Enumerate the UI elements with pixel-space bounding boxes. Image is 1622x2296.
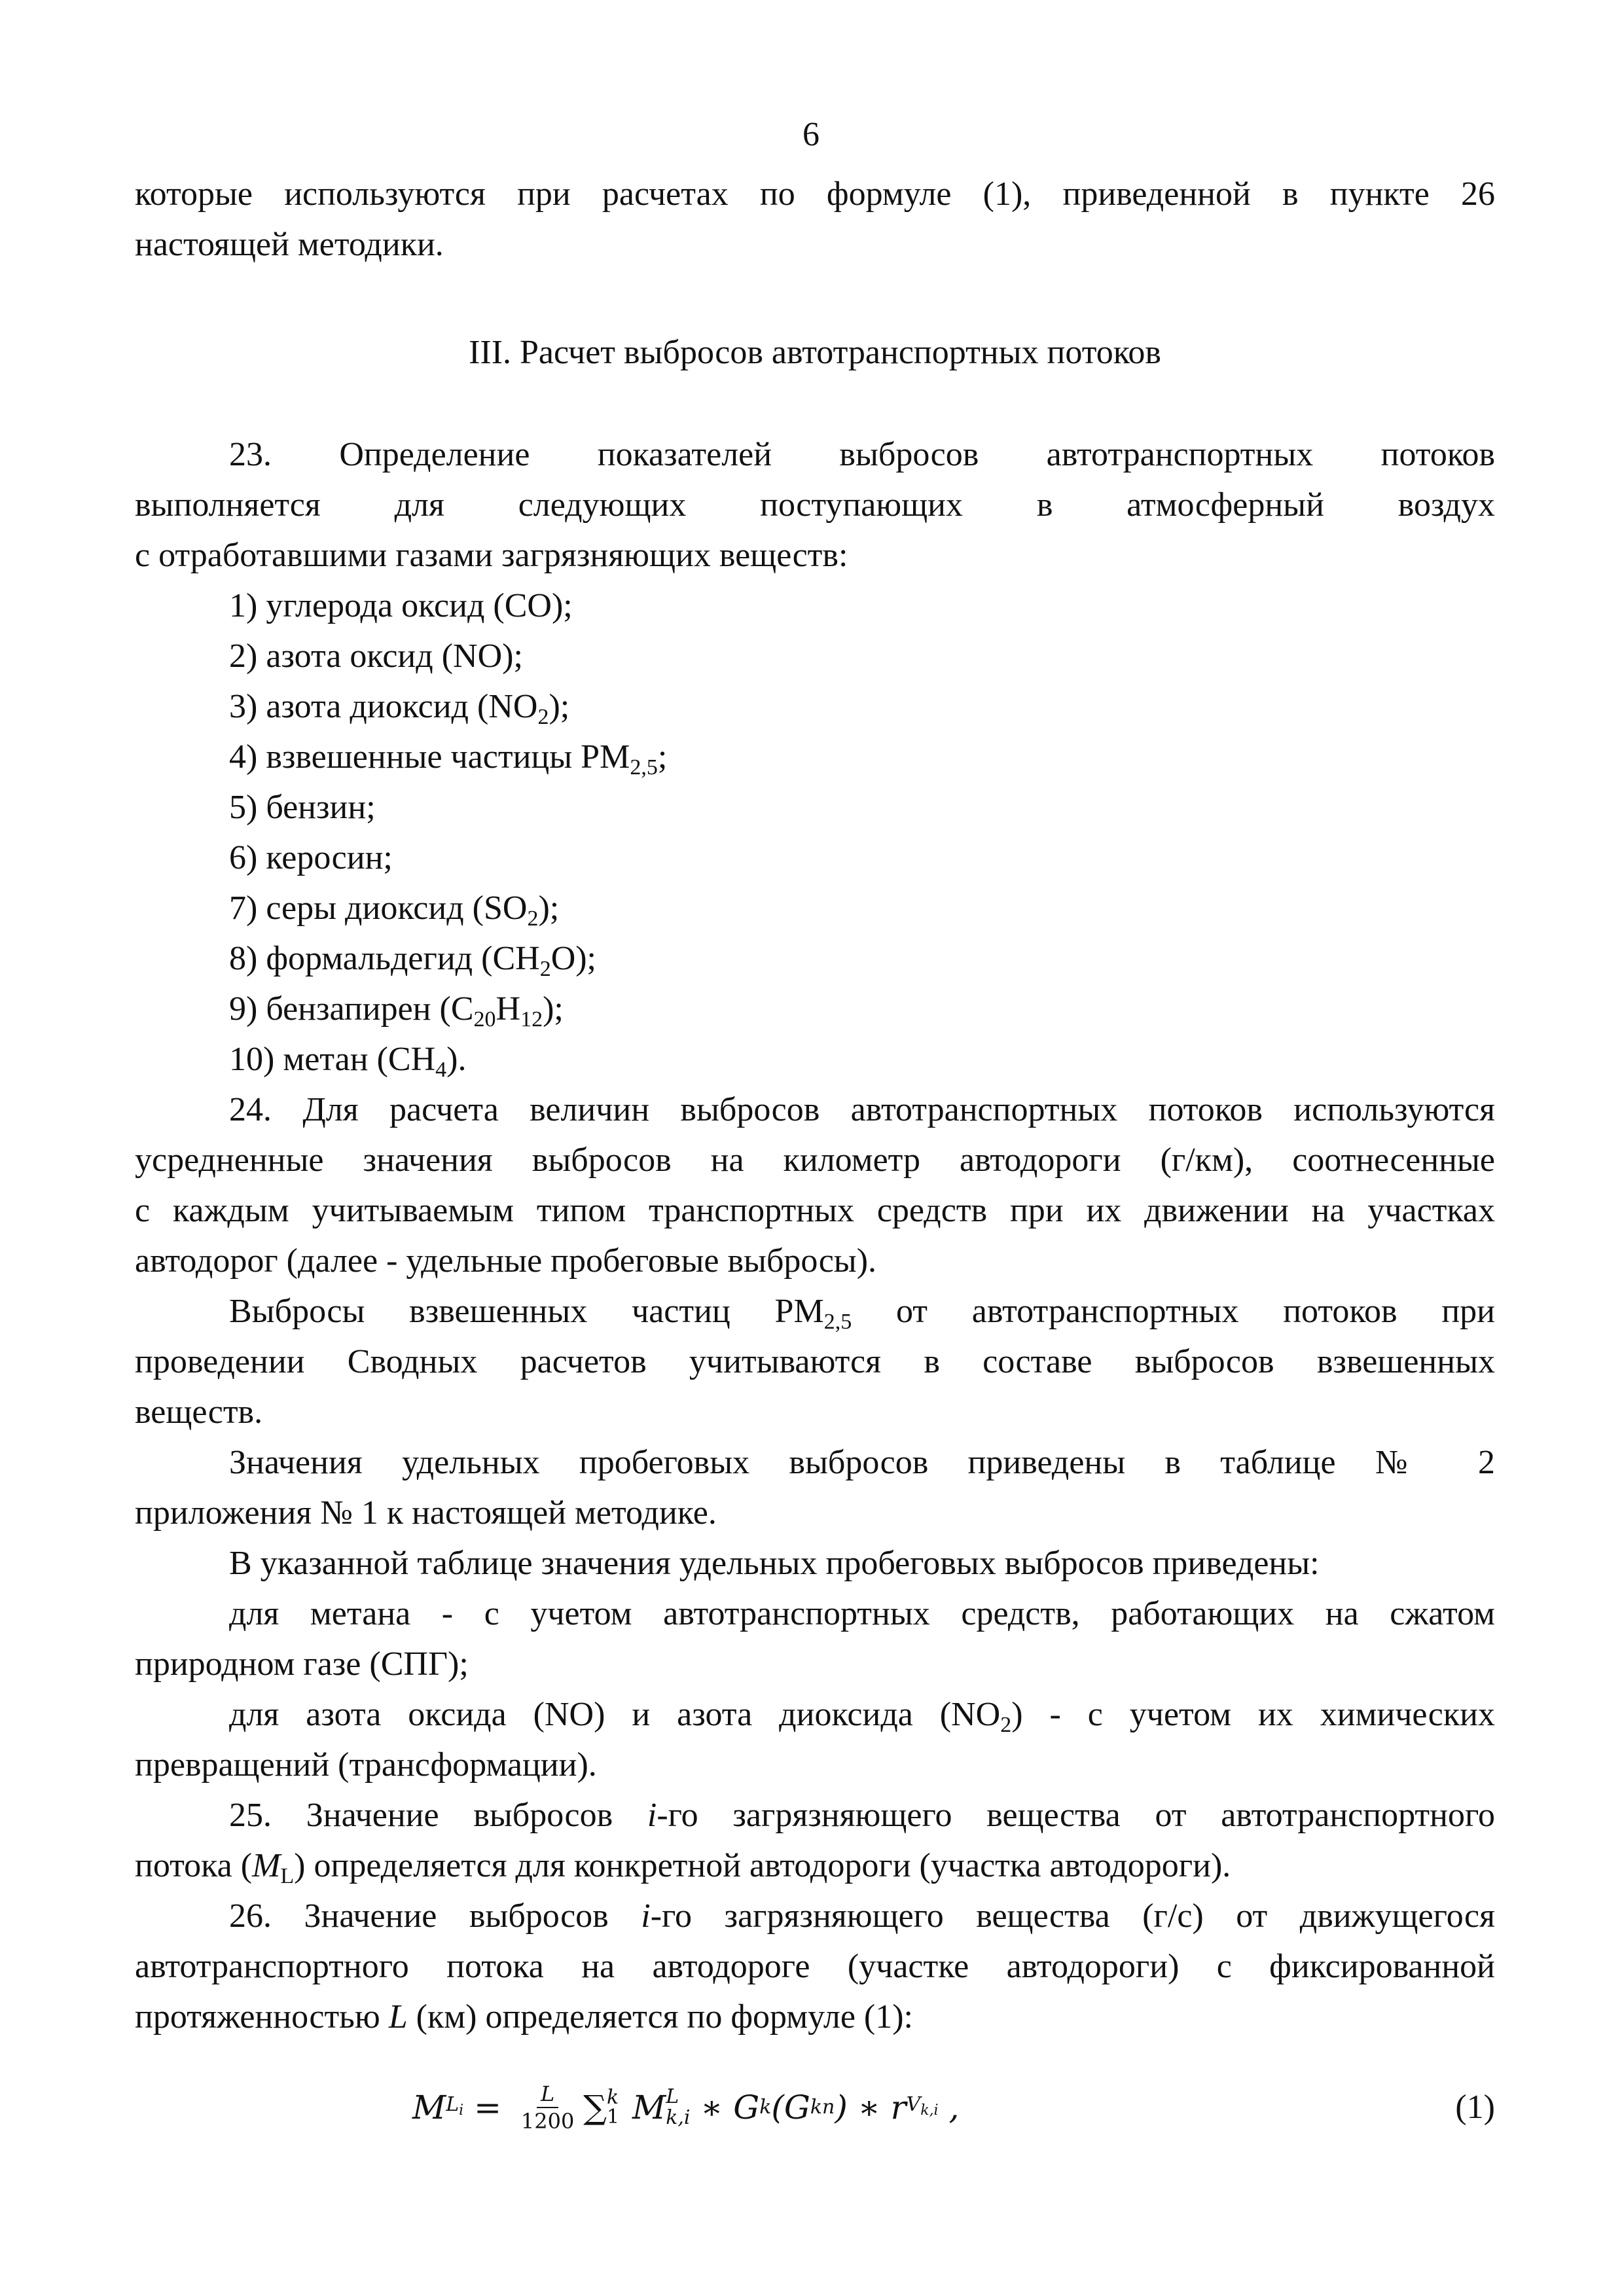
text-line: 24. Для расчета величин выбросов автотранспортных потоков используются bbox=[229, 1091, 1495, 1128]
text-line: протяженностью L (км) определяется по формуле (1): bbox=[135, 1998, 914, 2036]
formula-expression: M $L_i$ = $\frac{L}{1200}$ ∑ k 1 M L k,i ∗ G k (G kп ) ∗ r $V_{k,i}$ , bbox=[412, 2081, 960, 2134]
text-line: природном газе (СПГ); bbox=[135, 1645, 469, 1683]
text-line: которые используются при расчетах по формуле (1), приведенной в пункте 26 bbox=[135, 175, 1495, 213]
text-line: В указанной таблице значения удельных пробеговых выбросов приведены: bbox=[229, 1545, 1320, 1582]
text-line: для азота оксида (NO) и азота диоксида $(NO_2)$ - с учетом их химических bbox=[229, 1696, 1495, 1737]
text-line: проведении Сводных расчетов учитываются в составе выбросов взвешенных bbox=[135, 1343, 1495, 1380]
list-item: 8) формальдегид $(CH_2O)$; bbox=[229, 940, 597, 981]
text-line: 23. Определение показателей выбросов автотранспортных потоков bbox=[229, 436, 1495, 473]
text-line: настоящей методики. bbox=[135, 226, 444, 263]
list-item: 1) углерода оксид (CO); bbox=[229, 587, 573, 624]
body-text bbox=[135, 169, 1495, 270]
text-line: с отработавшими газами загрязняющих веществ: bbox=[135, 537, 848, 574]
text-line: усредненные значения выбросов на километр автодороги (г/км), соотнесенные bbox=[135, 1141, 1495, 1179]
fraction: $\frac{L}{1200}$ bbox=[520, 2081, 575, 2134]
text-line: 26. Значение выбросов i-го загрязняющего вещества (г/с) от движущегося bbox=[229, 1897, 1495, 1935]
text-line: превращений (трансформации). bbox=[135, 1746, 597, 1784]
text-line: с каждым учитываемым типом транспортных средств при их движении на участках bbox=[135, 1192, 1495, 1229]
text-line: 25. Значение выбросов i-го загрязняющего вещества от автотранспортного bbox=[229, 1797, 1495, 1834]
formula-1 bbox=[0, 2062, 1622, 2160]
paragraph-23 bbox=[135, 429, 1495, 2042]
section-heading bbox=[135, 327, 1495, 378]
text-line: выполняется для следующих поступающих в атмосферный воздух bbox=[135, 486, 1495, 524]
text-line: приложения № 1 к настоящей методике. bbox=[135, 1494, 717, 1532]
text-line: автодорог (далее - удельные пробеговые выбросы). bbox=[135, 1242, 877, 1280]
list-item: 5) бензин; bbox=[229, 789, 376, 826]
list-item: 3) азота диоксид $(NO_2)$; bbox=[229, 688, 570, 729]
text-line: Значения удельных пробеговых выбросов приведены в таблице № 2 bbox=[229, 1444, 1495, 1481]
text-line: автотранспортного потока на автодороге (участке автодороги) с фиксированной bbox=[135, 1948, 1495, 1985]
text-line: потока $(M_L)$ определяется для конкретной автодороги (участка автодороги). bbox=[135, 1847, 1231, 1888]
list-item: 9) бензапирен $(C_{20}H_{12})$; bbox=[229, 990, 564, 1031]
list-item: 7) серы диоксид $(SO_2)$; bbox=[229, 889, 560, 931]
page-number: 6 bbox=[802, 116, 820, 153]
text-line: Выбросы взвешенных частиц $PM_{2,5}$ от автотранспортных потоков при bbox=[229, 1293, 1495, 1334]
list-item: 6) керосин; bbox=[229, 839, 393, 876]
text-line: веществ. bbox=[135, 1393, 263, 1431]
formula-number: (1) bbox=[1455, 2089, 1495, 2126]
heading-text: III. Расчет выбросов автотранспортных потоков bbox=[469, 334, 1161, 371]
list-item: 2) азота оксид (NO); bbox=[229, 637, 523, 675]
list-item: 4) взвешенные частицы $PM_{2,5}$; bbox=[229, 738, 668, 780]
list-item: 10) метан $(CH_4)$. bbox=[229, 1041, 467, 1082]
text-line: для метана - с учетом автотранспортных средств, работающих на сжатом bbox=[229, 1595, 1495, 1632]
